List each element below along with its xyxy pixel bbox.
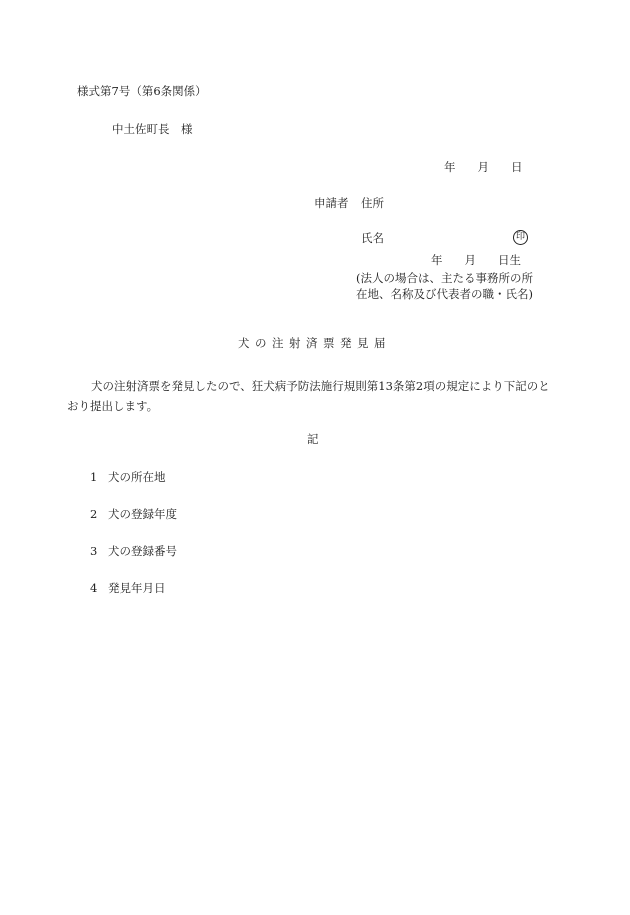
birth-year-label: 年 xyxy=(431,253,443,267)
birth-month-label: 月 xyxy=(464,253,476,267)
body-paragraph: 犬の注射済票を発見したので、狂犬病予防法施行規則第13条第2項の規定により下記のとおり提出します。 xyxy=(67,379,550,413)
item-dog-location: 犬の所在地 xyxy=(108,470,166,484)
item-number: 1 xyxy=(90,470,98,484)
corporation-note: (法人の場合は、主たる事務所の所在地、名称及び代表者の職・氏名) xyxy=(356,271,533,301)
ki-heading: 記 xyxy=(307,432,319,446)
item-registration-year: 犬の登録年度 xyxy=(108,507,177,521)
recipient: 中土佐町長 様 xyxy=(112,122,193,136)
document-title: 犬の注射済票発見届 xyxy=(238,336,391,350)
address-label: 住所 xyxy=(361,196,384,210)
item-number: 2 xyxy=(90,507,98,521)
name-label: 氏名 xyxy=(361,231,384,245)
item-discovery-date: 発見年月日 xyxy=(108,581,166,595)
date-day-label: 日 xyxy=(511,160,523,174)
birth-day-label: 日生 xyxy=(498,253,521,267)
date-month-label: 月 xyxy=(477,160,489,174)
item-registration-number: 犬の登録番号 xyxy=(108,544,177,558)
date-year-label: 年 xyxy=(444,160,456,174)
applicant-label: 申請者 xyxy=(314,196,349,210)
birth-date xyxy=(431,255,521,267)
form-number: 様式第7号（第6条関係） xyxy=(77,84,207,98)
submission-date xyxy=(444,162,523,174)
item-number: 3 xyxy=(90,544,98,558)
seal-mark-icon: 印 xyxy=(513,230,528,245)
item-number: 4 xyxy=(90,581,98,595)
